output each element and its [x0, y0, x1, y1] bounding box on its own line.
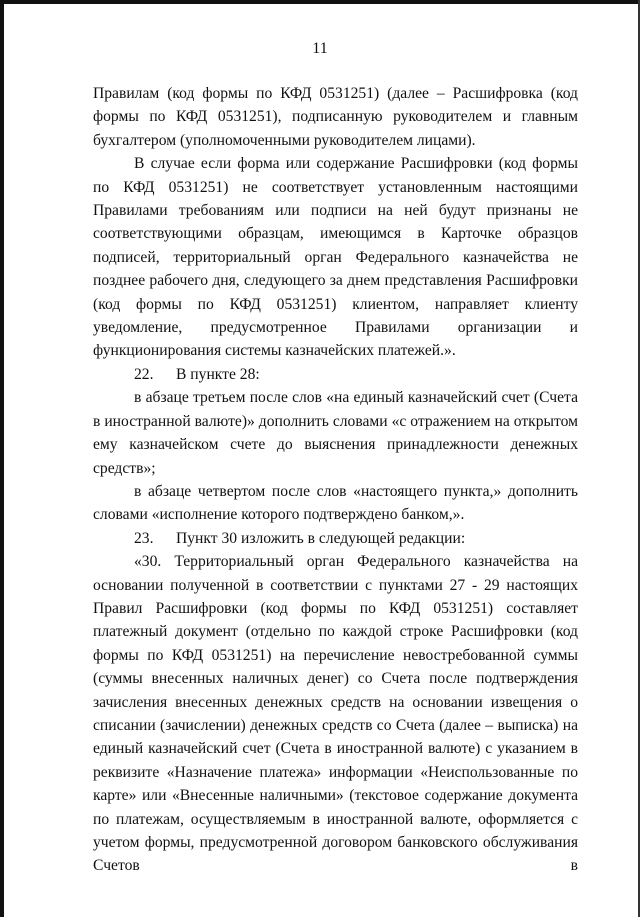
paragraph-point-30: «30. Территориальный орган Федерального казначейства на основании полученной в соответствии с пунктами 27 - 29 настоящих Правил Расшифровки (код формы по КФД 0531251) составляет платежный документ (отдельно по каждой строке Расшифровки (код формы по КФД 0531251) на перечисление невостребованной суммы (суммы внесенных наличных денег) со Счета после подтверждения зачисления внесенных денежных средств на основании извещения о списании (зачислении) денежных средств со Счета (далее – выписка) на единый казначейский счет (Счета в иностранной валюте) с указанием в реквизите «Назначение платежа» информации «Неиспользованные по карте» или «Внесенные наличными» (текстовое содержание документа по платежам, осуществляемым в иностранной валюте, оформляется с учетом формы, предусмотренной договором банковского обслуживания Счетов в	[93, 553, 578, 875]
page-number: 11	[312, 40, 328, 57]
scan-edge-left	[0, 0, 4, 917]
item-text: Пункт 30 изложить в следующей редакции:	[176, 529, 466, 547]
item-number: 23.	[134, 529, 154, 547]
item-number: 22.	[134, 365, 154, 383]
paragraph-abzac-third: в абзаце третьем после слов «на единый казначейский счет (Счета в иностранной валюте)» дополнить словами «с отражением на открытом ему казначейском счете до выяснения принадлежности денежных средств»;	[93, 389, 578, 477]
item-text: В пункте 28:	[176, 365, 260, 383]
document-body	[93, 82, 578, 878]
paragraph-item-22	[93, 363, 578, 386]
paragraph-continuation: Правилам (код формы по КФД 0531251) (далее – Расшифровка (код формы по КФД 0531251), подписанную руководителем и главным бухгалтером (уполномоченными руководителем лицами).	[93, 85, 578, 149]
scan-edge-top	[0, 0, 640, 4]
paragraph-item-23	[93, 527, 578, 550]
paragraph-refusal-conditions: В случае если форма или содержание Расшифровки (код формы по КФД 0531251) не соответствует установленным настоящими Правилами требованиям или подписи на ней будут признаны не соответствующими образцам, имеющимся в Карточке образцов подписей, территориальный орган Федерального казначейства не позднее рабочего дня, следующего за днем представления Расшифровки (код формы по КФД 0531251) клиентом, направляет клиенту уведомление, предусмотренное Правилами организации и функционирования системы казначейских платежей.».	[93, 155, 578, 360]
paragraph-abzac-fourth: в абзаце четвертом после слов «настоящего пункта,» дополнить словами «исполнение которого подтверждено банком,».	[93, 482, 578, 524]
